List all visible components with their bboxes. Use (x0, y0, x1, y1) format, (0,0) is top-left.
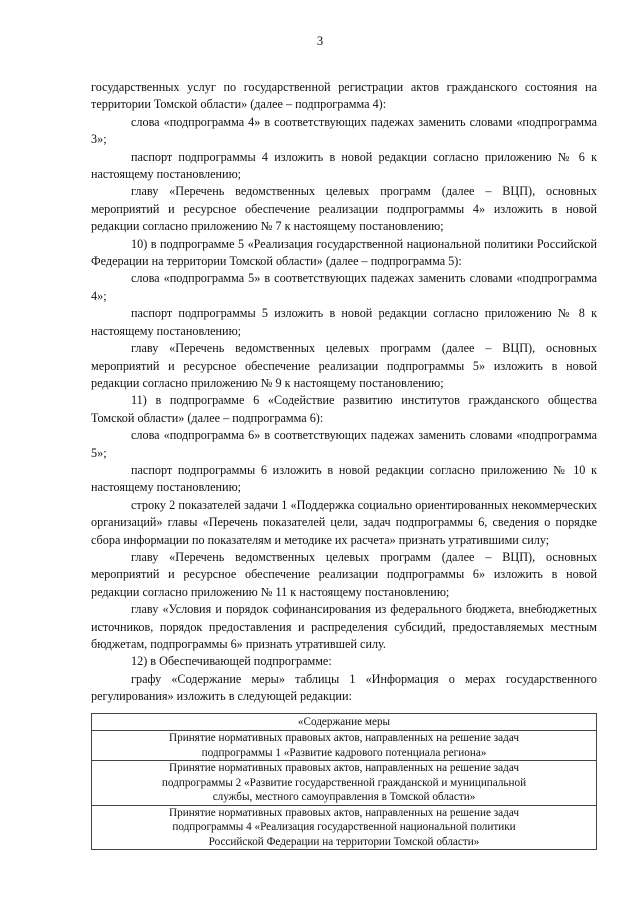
paragraph: главу «Перечень ведомственных целевых программ (далее – ВЦП), основных мероприятий и ресурсное обеспечение реализации подпрограммы 4» изложить в новой редакции согласно приложению № 7 к настоящему постановлению; (91, 184, 597, 234)
document-body (91, 79, 597, 850)
paragraph: 12) в Обеспечивающей подпрограмме: (131, 654, 332, 669)
table-cell (92, 805, 597, 850)
table-cell-line: Принятие нормативных правовых актов, направленных на решение задач (169, 762, 519, 775)
paragraph: слова «подпрограмма 4» в соответствующих падежах заменить словами «подпрограмма 3»; (91, 114, 597, 147)
table-cell (92, 761, 597, 806)
paragraph: слова «подпрограмма 6» в соответствующих падежах заменить словами «подпрограмма 5»; (91, 428, 597, 460)
table-row (92, 805, 597, 850)
paragraph-list (91, 79, 597, 706)
paragraph: строку 2 показателей задачи 1 «Поддержка социально ориентированных некоммерческих организаций» главы «Перечень показателей цели, задач подпрограммы 6, сведения о порядке сбора информации по показателям и методике их расчета» признать утратившими силу; (91, 497, 597, 547)
table-header-cell: «Содержание меры (92, 713, 597, 731)
table-cell-line: службы, местного самоуправления в Томской области» (212, 791, 476, 804)
table-header-row (92, 713, 597, 731)
table-cell (92, 731, 597, 761)
paragraph: государственных услуг по государственной регистрации актов гражданского состояния на территории Томской области» (далее – подпрограмма 4): (91, 80, 597, 112)
paragraph: главу «Перечень ведомственных целевых программ (далее – ВЦП), основных мероприятий и ресурсное обеспечение реализации подпрограммы 5» изложить в новой редакции согласно приложению № 9 к настоящему постановлению; (91, 341, 597, 390)
paragraph: 10) в подпрограмме 5 «Реализация государственной национальной политики Российской Федерации на территории Томской области» (далее – подпрограмма 5): (91, 236, 597, 269)
paragraph: 11) в подпрограмме 6 «Содействие развитию институтов гражданского общества Томской области» (далее – подпрограмма 6): (91, 393, 597, 425)
paragraph: графу «Содержание меры» таблицы 1 «Информация о мерах государственного регулирования» изложить в следующей редакции: (91, 671, 597, 704)
table-row (92, 731, 597, 761)
page-number: 3 (316, 34, 324, 48)
table-row (92, 761, 597, 806)
paragraph: паспорт подпрограммы 4 изложить в новой редакции согласно приложению № 6 к настоящему постановлению; (91, 149, 597, 182)
table-cell-line: Принятие нормативных правовых актов, направленных на решение задач (169, 806, 519, 819)
table-cell-line: подпрограммы 1 «Развитие кадрового потенциала региона» (201, 746, 487, 759)
table-cell-line: Российской Федерации на территории Томской области» (208, 835, 480, 848)
paragraph: паспорт подпрограммы 5 изложить в новой редакции согласно приложению № 8 к настоящему постановлению; (91, 306, 597, 338)
paragraph: слова «подпрограмма 5» в соответствующих падежах заменить словами «подпрограмма 4»; (91, 271, 597, 303)
paragraph: главу «Перечень ведомственных целевых программ (далее – ВЦП), основных мероприятий и ресурсное обеспечение реализации подпрограммы 6» изложить в новой редакции согласно приложению № 11 к настоящему постановлению; (91, 549, 597, 599)
paragraph: главу «Условия и порядок софинансирования из федерального бюджета, внебюджетных источников, порядок предоставления и распределения субсидий, предоставляемых местным бюджетам, подпрограммы 6» признать утратившей силу. (91, 602, 597, 651)
measures-table (91, 713, 597, 851)
paragraph: паспорт подпрограммы 6 изложить в новой редакции согласно приложению № 10 к настоящему постановлению; (91, 462, 597, 495)
table-cell-line: подпрограммы 2 «Развитие государственной гражданской и муниципальной (161, 776, 527, 789)
table-cell-line: Принятие нормативных правовых актов, направленных на решение задач (169, 732, 519, 745)
table-cell-line: подпрограммы 4 «Реализация государственной национальной политики (172, 821, 516, 834)
